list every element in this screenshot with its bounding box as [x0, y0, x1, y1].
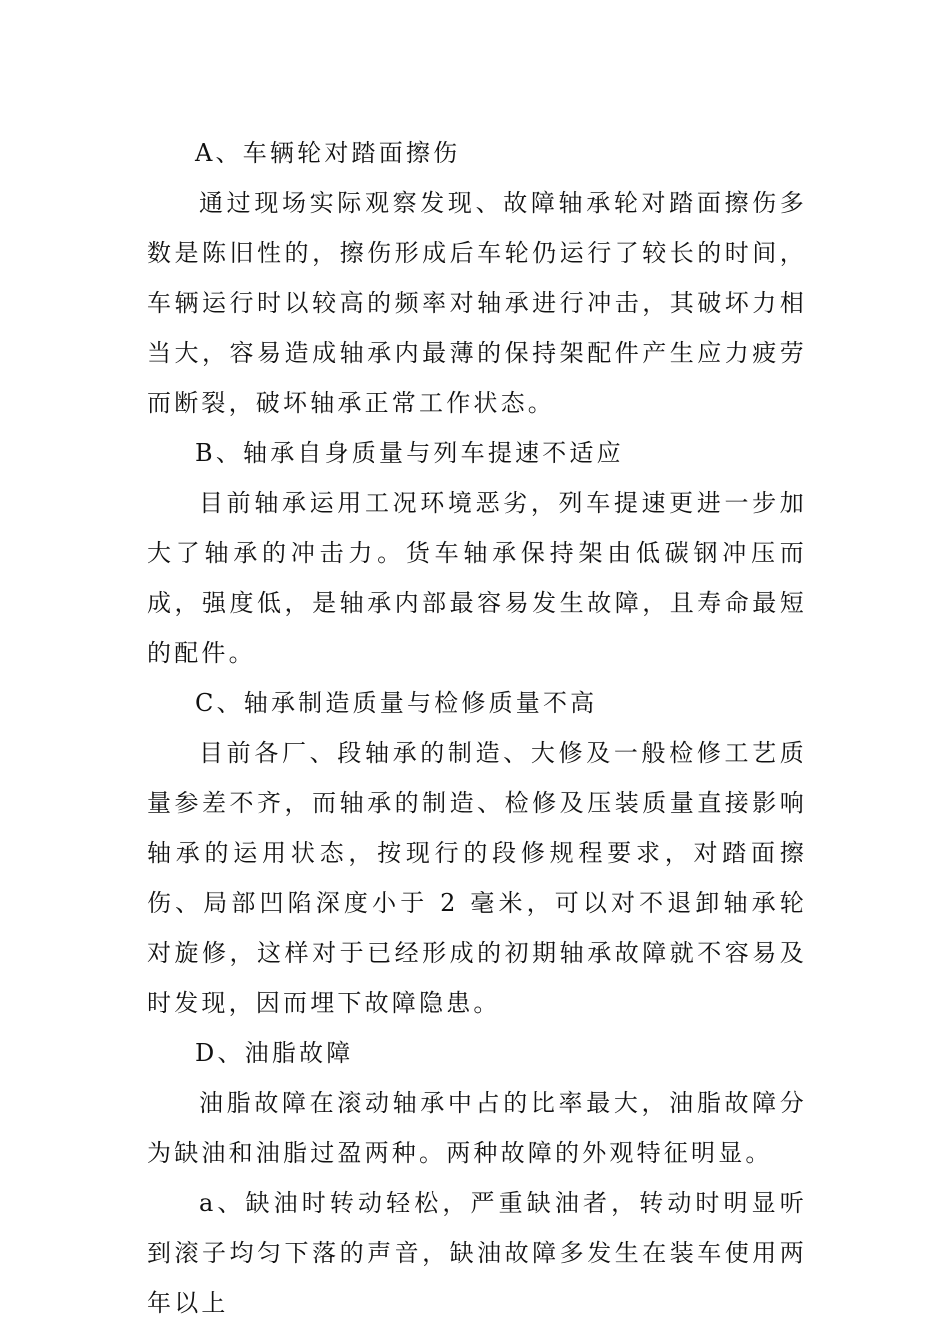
section-heading-a: A、车辆轮对踏面擦伤 [195, 139, 461, 167]
section-heading-c: C、轴承制造质量与检修质量不高 [195, 689, 598, 717]
section-d-paragraph: 油脂故障在滚动轴承中占的比率最大，油脂故障分为缺油和油脂过盈两种。两种故障的外观特征明显。 [147, 1089, 807, 1167]
section-c-paragraph: 目前各厂、段轴承的制造、大修及一般检修工艺质量参差不齐，而轴承的制造、检修及压装质量直接影响轴承的运用状态，按现行的段修规程要求，对踏面擦伤、局部凹陷深度小于 2 毫米，可以对不退卸轴承轮对旋修，这样对于已经形成的初期轴承故障就不容易及时发现，因而埋下故障隐患。 [147, 739, 807, 1017]
section-b-paragraph: 目前轴承运用工况环境恶劣，列车提速更进一步加大了轴承的冲击力。货车轴承保持架由低碳钢冲压而成，强度低，是轴承内部最容易发生故障，且寿命最短的配件。 [147, 489, 807, 667]
section-d-subitem-a: a、缺油时转动轻松，严重缺油者，转动时明显听到滚子均匀下落的声音，缺油故障多发生在装车使用两年以上 [147, 1189, 807, 1317]
section-heading-d: D、油脂故障 [195, 1039, 354, 1067]
section-a-paragraph: 通过现场实际观察发现、故障轴承轮对踏面擦伤多数是陈旧性的，擦伤形成后车轮仍运行了较长的时间，车辆运行时以较高的频率对轴承进行冲击，其破坏力相当大，容易造成轴承内最薄的保持架配件产生应力疲劳而断裂，破坏轴承正常工作状态。 [147, 189, 807, 417]
section-heading-b: B、轴承自身质量与列车提速不适应 [195, 439, 624, 467]
document-body [147, 128, 807, 1328]
